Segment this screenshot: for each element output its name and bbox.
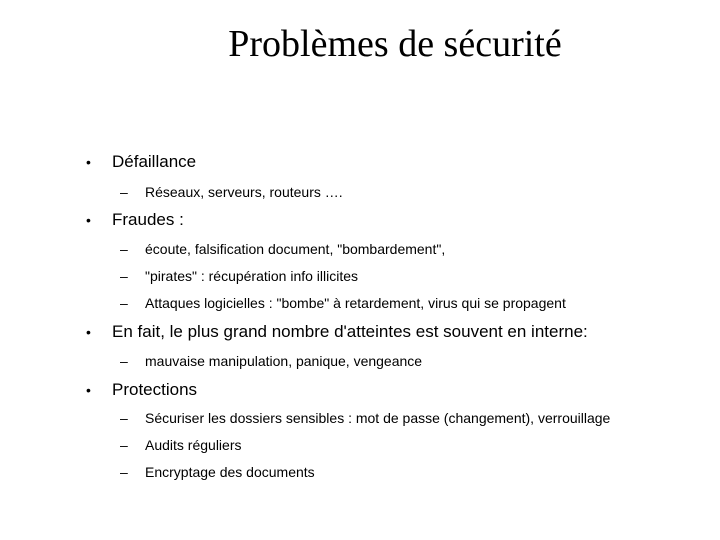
dash-icon: – <box>120 437 128 453</box>
slide-title: Problèmes de sécurité <box>228 23 562 65</box>
sub-item-text: écoute, falsification document, "bombardement", <box>145 241 446 257</box>
sub-item-text: Attaques logicielles : "bombe" à retardement, virus qui se propagent <box>145 295 566 311</box>
bullet-text: Défaillance <box>112 152 197 171</box>
bullet-icon: • <box>86 324 91 340</box>
bullet-text: Protections <box>112 380 198 399</box>
bullet-icon: • <box>86 212 91 228</box>
bullet-icon: • <box>86 382 91 398</box>
dash-icon: – <box>120 295 128 311</box>
sub-item-text: Sécuriser les dossiers sensibles : mot de passe (changement), verrouillage <box>145 410 611 426</box>
dash-icon: – <box>120 241 128 257</box>
sub-item-text: Encryptage des documents <box>145 464 315 480</box>
sub-item-text: Réseaux, serveurs, routeurs …. <box>145 184 343 200</box>
bullet-icon: • <box>86 154 91 170</box>
dash-icon: – <box>120 410 128 426</box>
sub-item-text: mauvaise manipulation, panique, vengeance <box>145 353 423 369</box>
bullet-text: Fraudes : <box>112 210 184 229</box>
sub-item-text: "pirates" : récupération info illicites <box>145 268 359 284</box>
dash-icon: – <box>120 353 128 369</box>
dash-icon: – <box>120 268 128 284</box>
bullet-text: En fait, le plus grand nombre d'atteintes est souvent en interne: <box>112 322 588 341</box>
dash-icon: – <box>120 464 128 480</box>
sub-item-text: Audits réguliers <box>145 437 242 453</box>
dash-icon: – <box>120 184 128 200</box>
